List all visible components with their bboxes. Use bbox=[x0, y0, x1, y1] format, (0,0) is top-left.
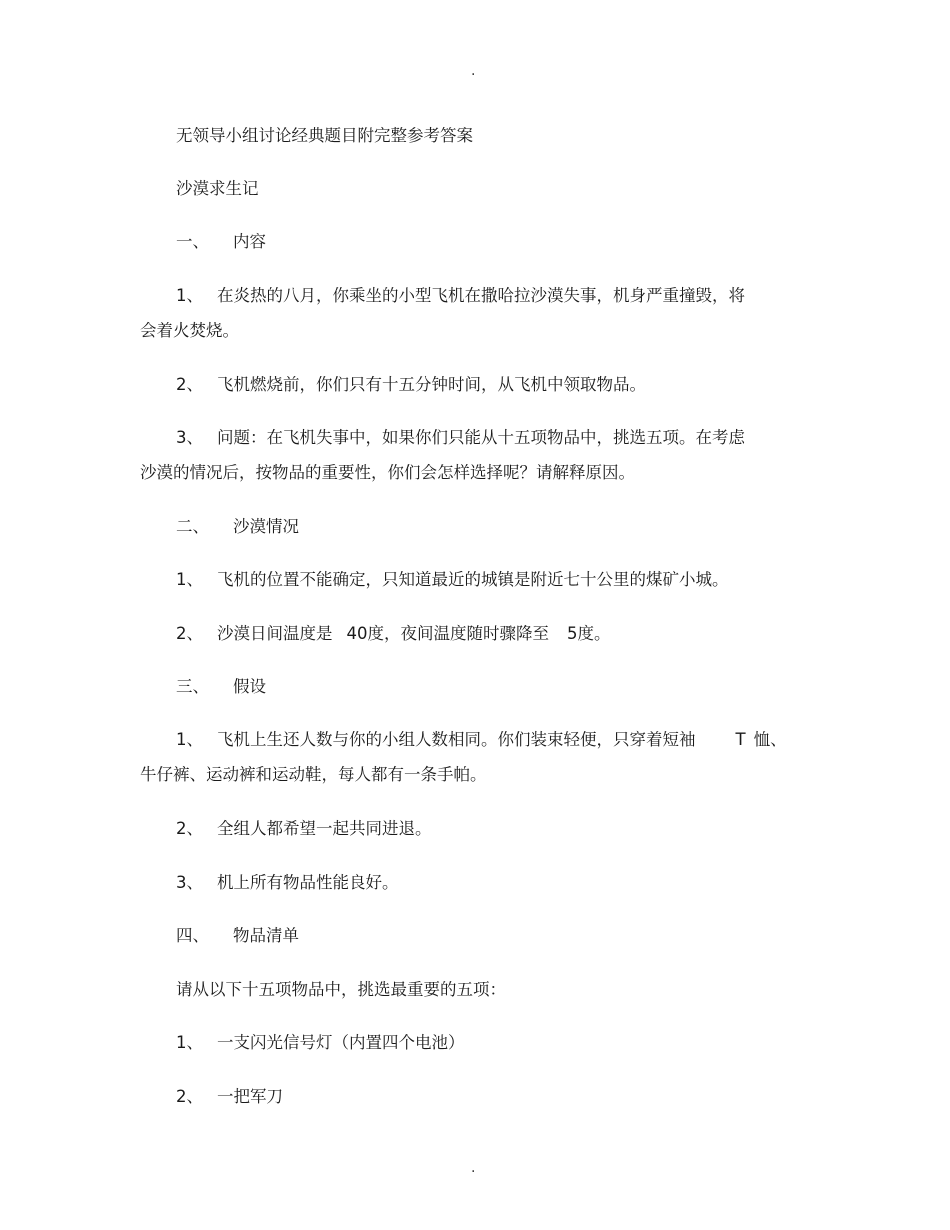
item-number: 1、 bbox=[176, 286, 203, 305]
item-number: 1、 bbox=[176, 570, 203, 589]
desert-item-2 bbox=[176, 623, 611, 645]
heading-number: 三、 bbox=[176, 677, 209, 696]
heading-number: 二、 bbox=[176, 517, 209, 536]
heading-text: 物品清单 bbox=[233, 926, 299, 945]
desert-item-1 bbox=[176, 569, 729, 591]
heading-number: 一、 bbox=[176, 232, 209, 251]
content-item-1 bbox=[176, 285, 745, 307]
content-item-3-continuation: 沙漠的情况后，按物品的重要性，你们会怎样选择呢？请解释原因。 bbox=[140, 463, 635, 482]
item-text: 度，夜间温度随时骤降至 bbox=[367, 624, 549, 643]
assumption-item-2 bbox=[176, 818, 432, 840]
items-intro: 请从以下十五项物品中，挑选最重要的五项： bbox=[176, 980, 506, 999]
item-number: 2、 bbox=[176, 375, 203, 394]
item-text: 沙漠日间温度是 bbox=[217, 624, 333, 643]
document-subtitle: 沙漠求生记 bbox=[176, 179, 259, 198]
content-item-3 bbox=[176, 427, 745, 449]
heading-number: 四、 bbox=[176, 926, 209, 945]
item-number: 1、 bbox=[176, 730, 203, 749]
content-item-1-continuation: 会着火焚烧。 bbox=[140, 321, 239, 340]
item-text: 度。 bbox=[577, 624, 611, 643]
item-text: 恤、 bbox=[753, 730, 787, 749]
section-heading-content bbox=[176, 231, 266, 253]
assumption-item-1-continuation: 牛仔裤、运动裤和运动鞋，每人都有一条手帕。 bbox=[140, 765, 487, 784]
section-heading-desert bbox=[176, 516, 299, 538]
assumption-item-1 bbox=[176, 729, 787, 751]
item-text: 飞机的位置不能确定，只知道最近的城镇是附近七十公里的煤矿小城。 bbox=[217, 570, 729, 589]
bottom-dot-mark: . bbox=[471, 1160, 476, 1176]
item-number: 2、 bbox=[176, 624, 203, 643]
heading-text: 假设 bbox=[233, 677, 266, 696]
item-number: 3、 bbox=[176, 428, 203, 447]
content-item-2 bbox=[176, 374, 646, 396]
item-text: 飞机上生还人数与你的小组人数相同。你们装束轻便，只穿着短袖 bbox=[217, 730, 696, 749]
item-text: 机上所有物品性能良好。 bbox=[217, 873, 399, 892]
item-text: 全组人都希望一起共同进退。 bbox=[217, 819, 432, 838]
item-number: 2、 bbox=[176, 1087, 203, 1106]
document-title: 无领导小组讨论经典题目附完整参考答案 bbox=[176, 126, 473, 145]
heading-text: 沙漠情况 bbox=[233, 517, 299, 536]
section-heading-items bbox=[176, 925, 299, 947]
list-item bbox=[176, 1086, 283, 1108]
section-heading-assumptions bbox=[176, 676, 266, 698]
night-temperature: 5 bbox=[567, 624, 578, 643]
assumption-item-3 bbox=[176, 872, 399, 894]
item-text: 问题：在飞机失事中，如果你们只能从十五项物品中，挑选五项。在考虑 bbox=[217, 428, 745, 447]
item-number: 1、 bbox=[176, 1033, 203, 1052]
top-dot-mark: . bbox=[471, 63, 476, 79]
item-text: 在炎热的八月，你乘坐的小型飞机在撒哈拉沙漠失事，机身严重撞毁，将 bbox=[217, 286, 745, 305]
item-text: 一把军刀 bbox=[217, 1087, 283, 1106]
item-text: 飞机燃烧前，你们只有十五分钟时间，从飞机中领取物品。 bbox=[217, 375, 646, 394]
item-text: T bbox=[735, 730, 746, 749]
item-number: 2、 bbox=[176, 819, 203, 838]
day-temperature: 40 bbox=[346, 624, 368, 643]
item-number: 3、 bbox=[176, 873, 203, 892]
item-text: 一支闪光信号灯（内置四个电池） bbox=[217, 1033, 465, 1052]
heading-text: 内容 bbox=[233, 232, 266, 251]
list-item bbox=[176, 1032, 465, 1054]
